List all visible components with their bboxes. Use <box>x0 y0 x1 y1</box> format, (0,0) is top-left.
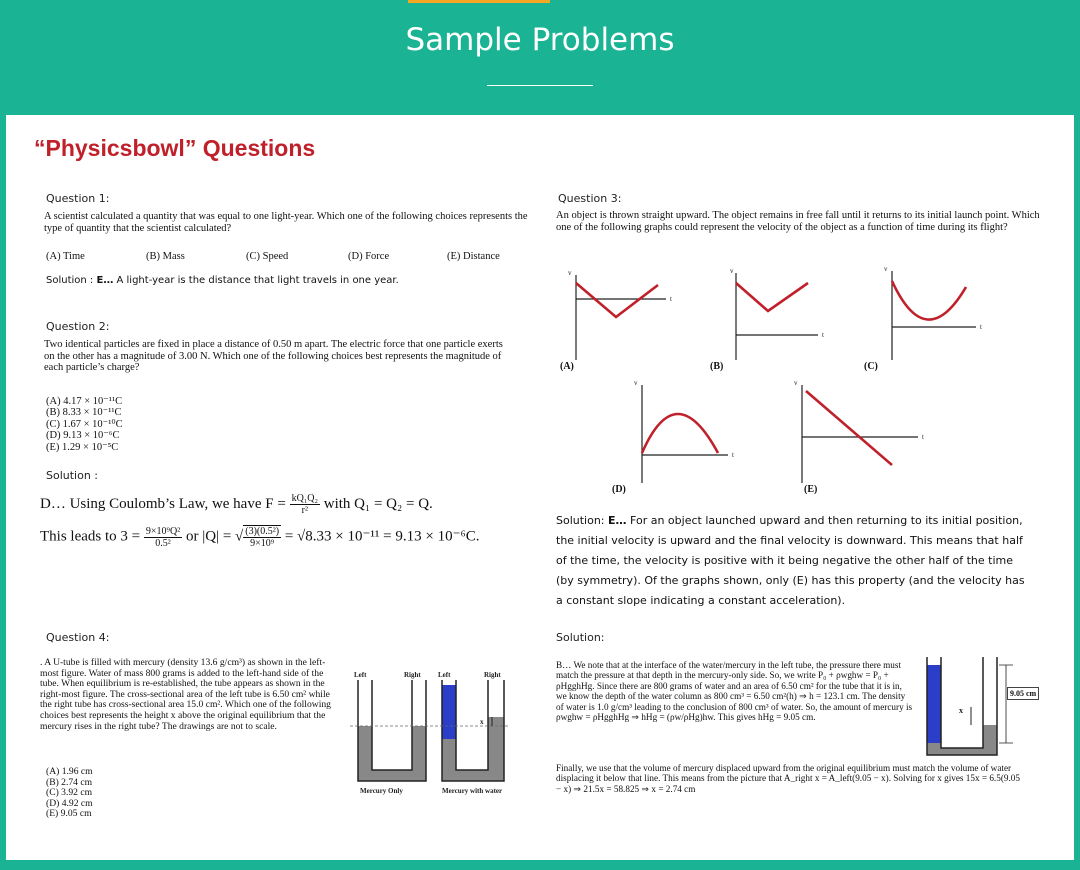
graph-b-line <box>736 283 808 311</box>
sol-fig-water <box>927 665 941 743</box>
q1-label: Question 1: <box>46 192 110 205</box>
q2-option-a: (A) 4.17 × 10⁻¹¹C <box>46 396 123 407</box>
q1-option-e: (E) Distance <box>447 251 500 262</box>
graph-a-label: (A) <box>560 361 574 372</box>
graph-c-t: t <box>980 323 982 331</box>
fig1-caption: Mercury Only <box>360 787 403 795</box>
graph-c-line <box>892 281 966 320</box>
q3-solution <box>556 511 1031 611</box>
graph-e-label: (E) <box>804 484 818 495</box>
eq2-root-numerator: (3)(0.5²) <box>245 526 280 537</box>
q4-label: Question 4: <box>46 631 110 644</box>
q4-options <box>46 767 93 820</box>
fig1-left-label: Left <box>354 671 367 679</box>
title-underline <box>487 85 593 86</box>
fig2-mercury-with-water <box>350 680 510 781</box>
graph-d-axes <box>642 385 728 483</box>
graph-e-v: v <box>794 379 798 387</box>
fig2-water <box>442 685 456 739</box>
graph-c-v: v <box>884 265 888 273</box>
eq2-prefix: This leads to 3 = <box>40 528 141 545</box>
q4-solution-figure <box>921 645 1051 755</box>
q4-text: . A U-tube is filled with mercury (density 13.6 g/cm³) as shown in the left-most figure. Water of mass 800 grams is added to the left-hand side of the tube. When equilibrium is re-established, the tube appears as shown in the right-most figure. The cross-sectional area of the left tube is 6.50 cm² while the right tube has cross-sectional area 15.0 cm². Which one of the following choices best represents the height x above the original equilibrium that the mercury rises in the right tube? The drawings are not to scale. <box>40 657 331 732</box>
eq2-suffix: = √8.33 × 10⁻¹¹ = 9.13 × 10⁻⁶C. <box>284 528 480 545</box>
section-heading: “Physicsbowl” Questions <box>34 135 316 161</box>
graph-a-v: v <box>568 269 572 277</box>
graph-a-line <box>576 283 658 317</box>
graph-b-v: v <box>730 267 734 275</box>
eq1-prefix: D… Using Coulomb’s Law, we have F = <box>40 495 286 512</box>
q2-label: Question 2: <box>46 320 110 333</box>
q4-option-e: (E) 9.05 cm <box>46 808 92 820</box>
eq2-root-denominator: 9×10⁹ <box>250 538 275 549</box>
q4-solution-text: B… We note that at the interface of the water/mercury in the left tube, the pressure there must match the pressure at that depth in the mercury-only side. So, we write P₀ + ρwghw = P₀ + ρHgghHg. Since there are 800 grams of water and an area of 6.50 cm² for the tube that it is in, we know the depth of the water column as 800 cm³ = 6.50 cm²(h) ⇒ h = 123.1 cm. The density of water is 1.0 g/cm³ leading to the conclusion of 800 cm³ of water. So, the amount of mercury is ρwghw = ρHgghHg ⇒ hHg = (ρw/ρHg)hw. This gives hHg = 9.05 cm. <box>556 660 913 723</box>
q1-option-a: (A) Time <box>46 251 85 262</box>
graph-d-t: t <box>732 451 734 459</box>
graph-e-t: t <box>922 433 924 441</box>
slide-content <box>6 115 1074 860</box>
graph-c-axes <box>892 271 976 360</box>
eq2-fraction <box>144 526 182 549</box>
q1-solution-text: A light-year is the distance that light travels in one year. <box>113 275 399 286</box>
header-accent <box>408 0 550 3</box>
sol-fig-x-label: x <box>959 706 963 715</box>
fig2-right-label: Right <box>484 671 501 679</box>
q2-equation-1 <box>40 493 433 516</box>
q3-solution-text: For an object launched upward and then returning to its initial position, the initial velocity is upward and the final velocity is downward. This means that half of the time, the velocity is positive with it being negative the other half of the time (by symmetry). Of the graphs shown, only (E) has this property (and the velocity has a constant slope indicating a constant acceleration). <box>556 514 1025 607</box>
q1-option-c: (C) Speed <box>246 251 289 262</box>
graph-d-v: v <box>634 379 638 387</box>
q2-options <box>46 396 123 453</box>
q1-solution <box>46 275 399 286</box>
eq2-mid: or |Q| = <box>185 528 232 545</box>
q1-solution-answer: E… <box>96 275 114 286</box>
q1-option-d: (D) Force <box>348 251 390 262</box>
eq2-radical: √ $\frac{\text{(3)(0.5²)}}{\text{9×10⁹}}$ <box>235 526 280 549</box>
graph-b-label: (B) <box>710 361 724 372</box>
eq1-fraction <box>290 493 320 516</box>
q2-solution-label: Solution : <box>46 469 99 482</box>
q4-option-a: (A) 1.96 cm <box>46 766 93 777</box>
q4-option-c: (C) 3.92 cm <box>46 787 93 799</box>
graph-d-line <box>642 414 718 453</box>
eq1-numerator: kQ₁Q₂ <box>291 493 318 504</box>
fig1-mercury-only <box>358 680 426 781</box>
eq2-numerator: 9×10⁹Q² <box>145 525 181 537</box>
fig2-caption: Mercury with water <box>442 787 503 795</box>
q4-option-b: (B) 2.74 cm <box>46 776 93 788</box>
q4-solution-label: Solution: <box>556 631 605 644</box>
page-title: Sample Problems <box>405 22 675 58</box>
graph-c-label: (C) <box>864 361 878 372</box>
q1-solution-label: Solution : <box>46 275 94 286</box>
header-bar <box>0 0 1080 115</box>
q2-text: Two identical particles are fixed in place a distance of 0.50 m apart. The electric force that one particle exerts on the other has a magnitude of 3.00 N. Which one of the following choices best represents the magnitude of each particle’s charge? <box>44 339 503 373</box>
q4-solution-text-2: Finally, we use that the volume of mercury displaced upward from the original equilibrium must match the volume of water displacing it below that line. This means from the picture that A_right x = A_left(9.05 − x). Solving for x gives 15x = 6.5(9.05 − x) ⇒ 21.5x = 58.825 ⇒ x = 2.74 cm <box>556 763 1020 794</box>
q1-option-b: (B) Mass <box>146 251 185 262</box>
q2-option-e: (E) 1.29 × 10⁻⁵C <box>46 441 119 453</box>
q2-option-b: (B) 8.33 × 10⁻¹¹C <box>46 407 122 419</box>
q3-text: An object is thrown straight upward. The object remains in free fall until it returns to its initial launch point. Which one of the following graphs could represent the velocity of the object as a function of time during its flight? <box>556 210 1040 233</box>
sol-fig-dimension-label: 9.05 cm <box>1007 687 1039 700</box>
graph-e-axes <box>802 385 918 483</box>
eq2-root-fraction <box>243 525 281 549</box>
q1-text: A scientist calculated a quantity that was equal to one light-year. Which one of the following choices represents the type of quantity that the scientist calculated? <box>44 211 528 234</box>
eq1-suffix: with Q₁ = Q₂ = Q. <box>323 495 433 512</box>
q2-option-c: (C) 1.67 × 10⁻¹⁰C <box>46 418 123 430</box>
fig2-left-label: Left <box>438 671 451 679</box>
q3-label: Question 3: <box>558 192 622 205</box>
q4-option-d: (D) 4.92 cm <box>46 797 93 809</box>
graph-b-t: t <box>822 331 824 339</box>
q3-solution-label: Solution: <box>556 514 605 527</box>
q4-utube-figures <box>338 665 548 795</box>
q2-equation-2 <box>40 525 479 549</box>
q3-solution-answer: E… <box>608 514 627 527</box>
q3-graphs <box>546 255 986 495</box>
graph-a-t: t <box>670 295 672 303</box>
fig2-x-label: x <box>480 718 484 726</box>
eq1-denominator: r² <box>301 505 308 516</box>
graph-e-line <box>806 391 892 465</box>
eq2-denominator: 0.5² <box>155 537 171 549</box>
fig1-mercury <box>358 726 426 781</box>
sol-fig-dimension-line <box>999 665 1013 743</box>
q2-option-d: (D) 9.13 × 10⁻⁶C <box>46 430 120 442</box>
graph-d-label: (D) <box>612 484 626 495</box>
fig1-right-label: Right <box>404 671 421 679</box>
